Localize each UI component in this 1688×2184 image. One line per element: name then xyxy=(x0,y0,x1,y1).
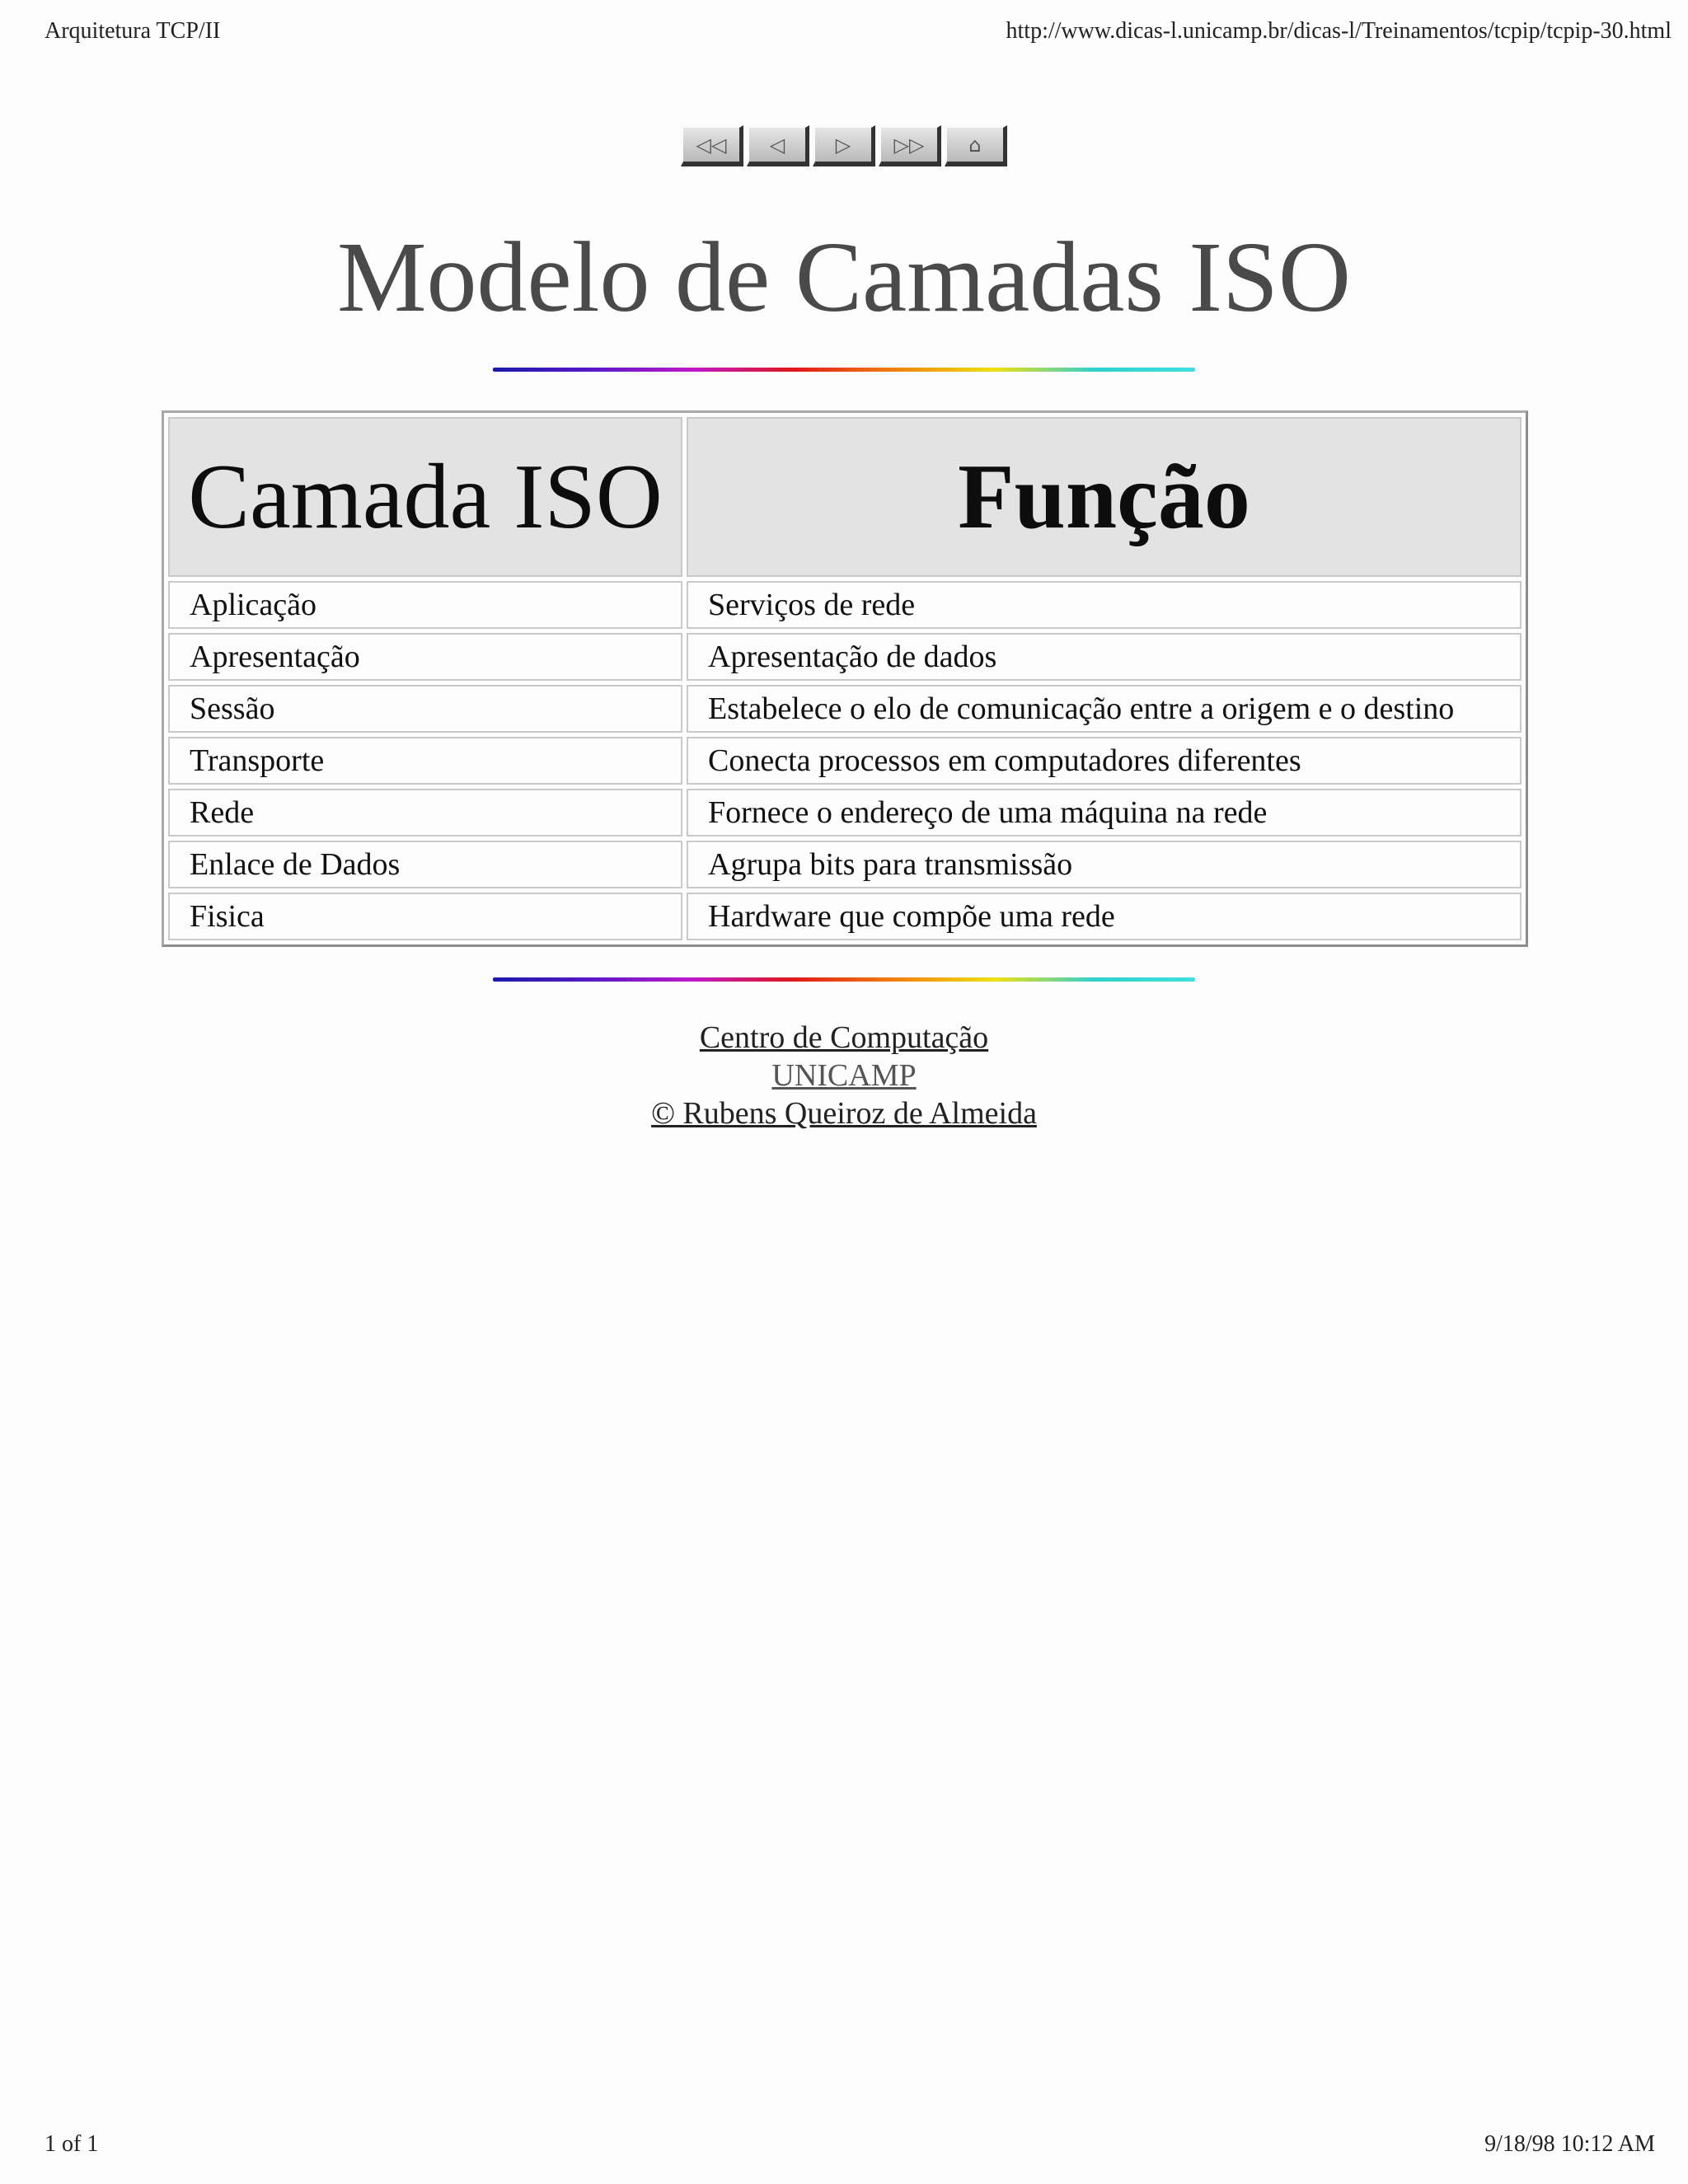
layer-function: Apresentação de dados xyxy=(687,633,1522,681)
print-header-url: http://www.dicas-l.unicamp.br/dicas-l/Treinamentos/tcpip/tcpip-30.html xyxy=(1006,18,1672,44)
table-row xyxy=(168,893,1522,940)
next-page-icon[interactable]: ▷ xyxy=(813,125,875,166)
author-link[interactable]: © Rubens Queiroz de Almeida xyxy=(651,1096,1037,1131)
layer-name: Aplicação xyxy=(168,581,682,629)
last-page-icon[interactable]: ▷▷ xyxy=(879,125,941,166)
rainbow-divider-bottom xyxy=(493,977,1195,982)
column-header-camada: Camada ISO xyxy=(168,417,682,577)
unicamp-link[interactable]: UNICAMP xyxy=(771,1058,917,1093)
page-title: Modelo de Camadas ISO xyxy=(337,222,1351,333)
print-footer-page: 1 of 1 xyxy=(45,2131,99,2157)
layer-name: Apresentação xyxy=(168,633,682,681)
nav-button-bar xyxy=(0,125,1688,166)
layer-name: Rede xyxy=(168,789,682,837)
iso-layers-table xyxy=(162,410,1528,947)
table-row xyxy=(168,581,1522,629)
layer-function: Agrupa bits para transmissão xyxy=(687,841,1522,888)
column-header-funcao: Função xyxy=(687,417,1522,577)
home-icon[interactable]: ⌂ xyxy=(945,125,1007,166)
layer-name: Sessão xyxy=(168,685,682,733)
layer-name: Enlace de Dados xyxy=(168,841,682,888)
layer-name: Fisica xyxy=(168,893,682,940)
previous-page-icon[interactable]: ◁ xyxy=(747,125,809,166)
layer-function: Estabelece o elo de comunicação entre a origem e o destino xyxy=(687,685,1522,733)
table-row xyxy=(168,737,1522,785)
layer-function: Fornece o endereço de uma máquina na rede xyxy=(687,789,1522,837)
layer-function: Conecta processos em computadores diferentes xyxy=(687,737,1522,785)
layer-name: Transporte xyxy=(168,737,682,785)
table-row xyxy=(168,841,1522,888)
layer-function: Serviços de rede xyxy=(687,581,1522,629)
print-footer-timestamp: 9/18/98 10:12 AM xyxy=(1484,2131,1655,2157)
layer-function: Hardware que compõe uma rede xyxy=(687,893,1522,940)
centro-computacao-link[interactable]: Centro de Computação xyxy=(699,1020,989,1055)
print-header-title: Arquitetura TCP/II xyxy=(45,18,221,44)
first-page-icon[interactable]: ◁◁ xyxy=(681,125,743,166)
table-header-row xyxy=(168,417,1522,577)
table-row xyxy=(168,633,1522,681)
table-row xyxy=(168,789,1522,837)
footer-links xyxy=(0,1019,1688,1132)
table-row xyxy=(168,685,1522,733)
rainbow-divider-top xyxy=(493,368,1195,372)
